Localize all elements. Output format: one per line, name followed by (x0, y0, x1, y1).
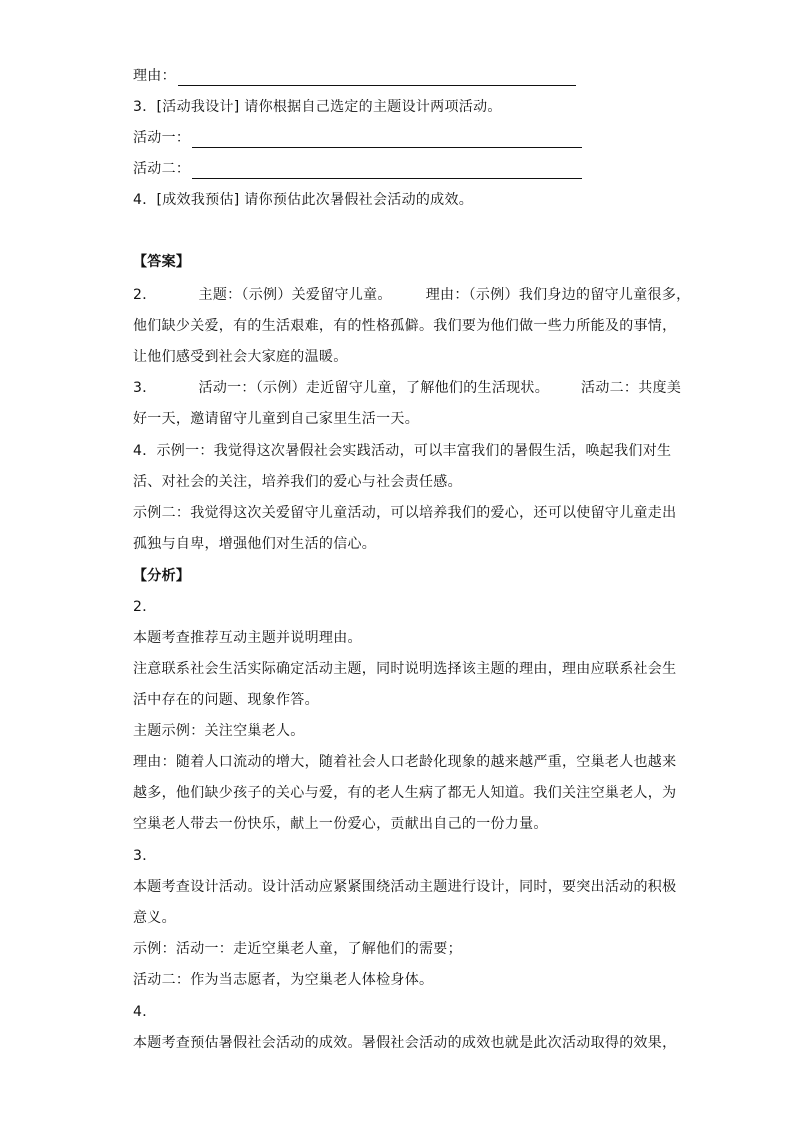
analysis-heading: 【分析】 (133, 568, 191, 584)
analysis-3-p1b: 意义。 (133, 910, 176, 926)
activity1-blank[interactable] (192, 133, 582, 148)
answer-4-line4: 孤独与自卑，增强他们对生活的信心。 (133, 536, 377, 552)
analysis-2-p4b: 越多，他们缺少孩子的关心与爱，有的老人生病了都无人知道。我们关注空巢老人，为 (133, 785, 677, 801)
analysis-3-p2: 示例：活动一：走近空巢老人童，了解他们的需要； (133, 941, 462, 957)
analysis-2-p4c: 空巢老人带去一份快乐，献上一份爱心，贡献出自己的一份力量。 (133, 816, 548, 832)
analysis-2-number: 2． (133, 599, 157, 615)
analysis-2-p1: 本题考查推荐互动主题并说明理由。 (133, 630, 362, 646)
answer-4-line2: 活、对社会的关注，培养我们的爱心与社会责任感。 (133, 474, 462, 490)
analysis-2-p2a: 注意联系社会生活实际确定活动主题，同时说明选择该主题的理由，理由应联系社会生 (133, 661, 677, 677)
answer-heading: 【答案】 (133, 254, 191, 270)
analysis-2-p3: 主题示例：关注空巢老人。 (133, 723, 305, 739)
analysis-3-number: 3． (133, 848, 157, 864)
activity2-label: 活动二： (133, 161, 191, 177)
answer-2-reason: 理由：（示例）我们身边的留守儿童很多， (425, 287, 691, 303)
analysis-4-number: 4． (133, 1004, 157, 1020)
answer-2-topic: 主题：（示例）关爱留守儿童。 (198, 287, 392, 303)
analysis-3-p1a: 本题考查设计活动。设计活动应紧紧围绕活动主题进行设计，同时，要突出活动的积极 (133, 879, 677, 895)
analysis-3-p3: 活动二：作为当志愿者，为空巢老人体检身体。 (133, 972, 434, 988)
answer-4-line3: 示例二：我觉得这次关爱留守儿童活动，可以培养我们的爱心，还可以使留守儿童走出 (133, 505, 677, 521)
reason-label: 理由： (133, 68, 176, 84)
analysis-2-p2b: 活中存在的问题、现象作答。 (133, 692, 319, 708)
answer-3-activity1: 活动一：（示例）走近留守儿童，了解他们的生活现状。 (198, 380, 550, 396)
answer-2-line3: 让他们感受到社会大家庭的温暖。 (133, 349, 348, 365)
answer-2-line1 (133, 285, 691, 305)
activity1-label: 活动一： (133, 130, 191, 146)
answer-4-line1: 4．示例一：我觉得这次暑假社会实践活动，可以丰富我们的暑假生活，唤起我们对生 (133, 443, 672, 459)
answer-2-line2: 他们缺少关爱，有的生活艰难，有的性格孤僻。我们要为他们做一些力所能及的事情， (133, 318, 677, 334)
answer-3-line1 (133, 378, 682, 398)
answer-3-number: 3． (133, 380, 157, 396)
reason-line (133, 66, 668, 86)
answer-3-line2: 好一天，邀请留守儿童到自己家里生活一天。 (133, 411, 419, 427)
activity1-line (133, 128, 668, 148)
activity2-line (133, 159, 668, 179)
answer-3-activity2: 活动二：共度美 (581, 380, 682, 396)
answer-2-number: 2． (133, 287, 157, 303)
activity2-blank[interactable] (192, 164, 582, 179)
q4-prompt: 4．[成效我预估] 请你预估此次暑假社会活动的成效。 (133, 192, 474, 208)
q3-prompt: 3．[活动我设计] 请你根据自己选定的主题设计两项活动。 (133, 99, 502, 115)
analysis-4-p1: 本题考查预估暑假社会活动的成效。暑假社会活动的成效也就是此次活动取得的效果， (133, 1035, 677, 1051)
analysis-2-p4a: 理由：随着人口流动的增大，随着社会人口老龄化现象的越来越严重，空巢老人也越来 (133, 754, 677, 770)
reason-blank[interactable] (178, 71, 576, 86)
